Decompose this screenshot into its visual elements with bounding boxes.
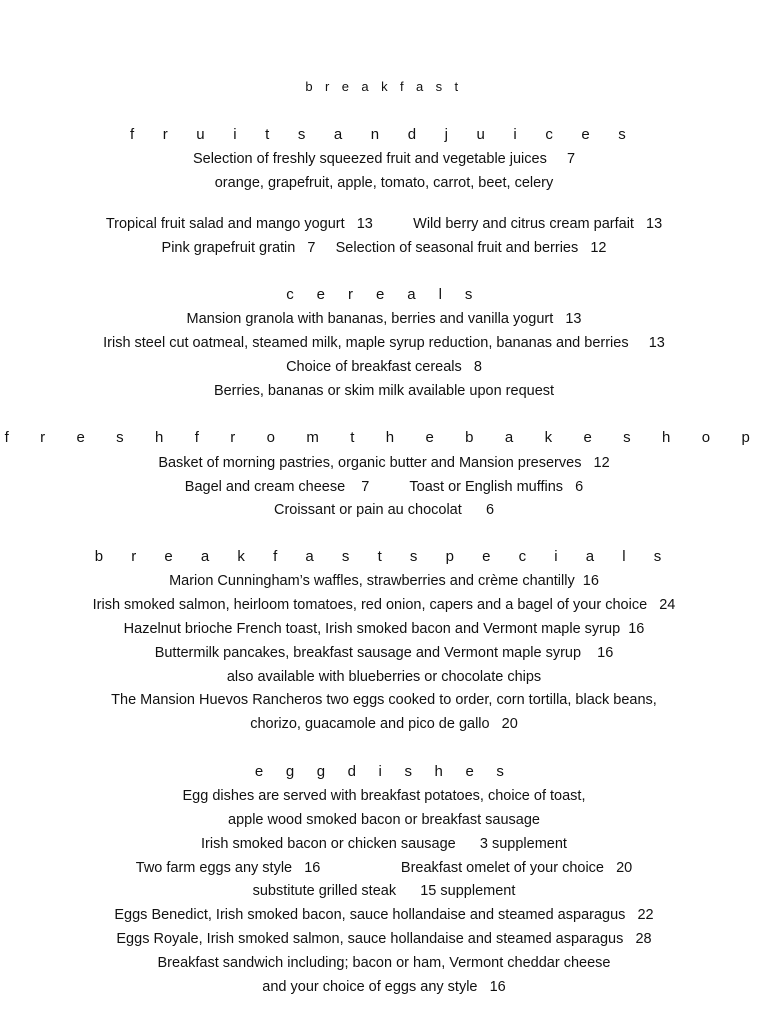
section-heading-fruits: f r u i t s a n d j u i c e s — [129, 126, 639, 143]
menu-item-note: Berries, bananas or skim milk available upon request — [213, 383, 555, 399]
menu-item: chorizo, guacamole and pico de gallo 20 — [250, 716, 518, 732]
menu-item-note: apple wood smoked bacon or breakfast sausage — [228, 812, 540, 828]
menu-item: and your choice of eggs any style 16 — [262, 979, 506, 995]
menu-item: Pink grapefruit gratin 7 Selection of seasonal fruit and berries 12 — [161, 240, 607, 256]
menu-item: Selection of freshly squeezed fruit and vegetable juices 7 — [192, 151, 576, 167]
menu-item: Two farm eggs any style 16 Breakfast omelet of your choice 20 — [135, 860, 633, 876]
menu-item: Irish steel cut oatmeal, steamed milk, maple syrup reduction, bananas and berries 13 — [103, 335, 665, 351]
menu-item: Irish smoked bacon or chicken sausage 3 supplement — [201, 836, 567, 852]
menu-item: The Mansion Huevos Rancheros two eggs cooked to order, corn tortilla, black beans, — [111, 692, 657, 708]
menu-item-note: also available with blueberries or chocolate chips — [226, 669, 542, 685]
menu-item: Eggs Royale, Irish smoked salmon, sauce hollandaise and steamed asparagus 28 — [116, 931, 652, 947]
section-heading-specials: b r e a k f a s t s p e c i a l s — [94, 548, 674, 565]
menu-item: Bagel and cream cheese 7 Toast or English muffins 6 — [184, 479, 584, 495]
menu-item-note: orange, grapefruit, apple, tomato, carrot, beet, celery — [214, 175, 554, 191]
menu-item: Breakfast sandwich including; bacon or ham, Vermont cheddar cheese — [157, 955, 611, 971]
menu-item: Mansion granola with bananas, berries and vanilla yogurt 13 — [186, 311, 582, 327]
menu-item: Croissant or pain au chocolat 6 — [273, 502, 495, 518]
menu-item: Tropical fruit salad and mango yogurt 13 Wild berry and citrus cream parfait 13 — [105, 216, 663, 232]
menu-item: Choice of breakfast cereals 8 — [286, 359, 482, 375]
section-heading-bake-shop: f r e s h f r o m t h e b a k e s h o p — [4, 429, 764, 446]
menu-item: Marion Cunningham’s waffles, strawberries and crème chantilly 16 — [169, 573, 599, 589]
menu-item: Irish smoked salmon, heirloom tomatoes, red onion, capers and a bagel of your choice 24 — [92, 597, 676, 613]
section-heading-cereals: c e r e a l s — [286, 286, 482, 303]
section-heading-egg-dishes: e g g d i s h e s — [254, 763, 514, 780]
menu-item: Basket of morning pastries, organic butter and Mansion preserves 12 — [158, 455, 610, 471]
menu-item: Eggs Benedict, Irish smoked bacon, sauce hollandaise and steamed asparagus 22 — [114, 907, 654, 923]
menu-item: Buttermilk pancakes, breakfast sausage and Vermont maple syrup 16 — [154, 645, 614, 661]
menu-item-note: Egg dishes are served with breakfast potatoes, choice of toast, — [182, 788, 586, 804]
menu-title: b r e a k f a s t — [305, 79, 463, 94]
menu-item: Hazelnut brioche French toast, Irish smoked bacon and Vermont maple syrup 16 — [123, 621, 645, 637]
menu-item: substitute grilled steak 15 supplement — [252, 883, 516, 899]
